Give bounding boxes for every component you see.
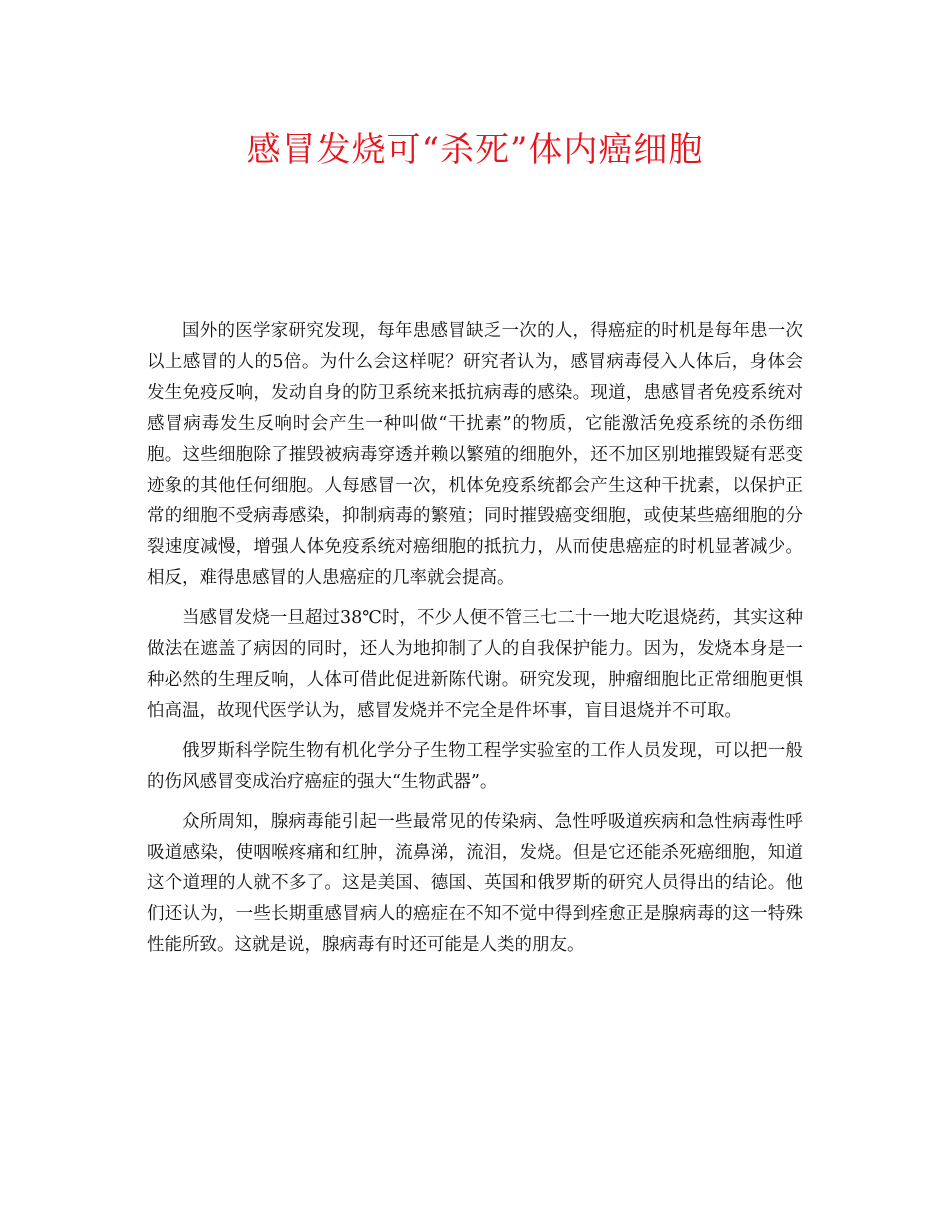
paragraph-4: 众所周知，腺病毒能引起一些最常见的传染病、急性呼吸道疾病和急性病毒性呼吸道感染，使咽喉疼痛和红肿，流鼻涕，流泪，发烧。但是它还能杀死癌细胞，知道这个道理的人就不多了。这是美国、德国、英国和俄罗斯的研究人员得出的结论。他们还认为，一些长期重感冒病人的癌症在不知不觉中得到痊愈正是腺病毒的这一特殊性能所致。这就是说，腺病毒有时还可能是人类的朋友。 (147, 811, 803, 956)
document-body (147, 316, 803, 970)
paragraph-2: 当感冒发烧一旦超过38℃时，不少人便不管三七二十一地大吃退烧药，其实这种做法在遮盖了病因的同时，还人为地抑制了人的自我保护能力。因为，发烧本身是一种必然的生理反响，人体可借此促进新陈代谢。研究发现，肿瘤细胞比正常细胞更惧怕高温，故现代医学认为，感冒发烧并不完全是件坏事，盲目退烧并不可取。 (147, 608, 803, 721)
paragraph-3: 俄罗斯科学院生物有机化学分子生物工程学实验室的工作人员发现，可以把一般的伤风感冒变成治疗癌症的强大“生物武器”。 (147, 740, 803, 792)
paragraph-1: 国外的医学家研究发现，每年患感冒缺乏一次的人，得癌症的时机是每年患一次以上感冒的人的5倍。为什么会这样呢？研究者认为，感冒病毒侵入人体后，身体会发生免疫反响，发动自身的防卫系统来抵抗病毒的感染。现道，患感冒者免疫系统对感冒病毒发生反响时会产生一种叫做“干扰素”的物质，它能激活免疫系统的杀伤细胞。这些细胞除了摧毁被病毒穿透并赖以繁殖的细胞外，还不加区别地摧毁疑有恶变迹象的其他任何细胞。人每感冒一次，机体免疫系统都会产生这种干扰素，以保护正常的细胞不受病毒感染，抑制病毒的繁殖；同时摧毁癌变细胞，或使某些癌细胞的分裂速度减慢，增强人体免疫系统对癌细胞的抵抗力，从而使患癌症的时机显著减少。相反，难得患感冒的人患癌症的几率就会提高。 (147, 321, 803, 589)
document-title: 感冒发烧可“杀死”体内癌细胞 (246, 130, 704, 170)
